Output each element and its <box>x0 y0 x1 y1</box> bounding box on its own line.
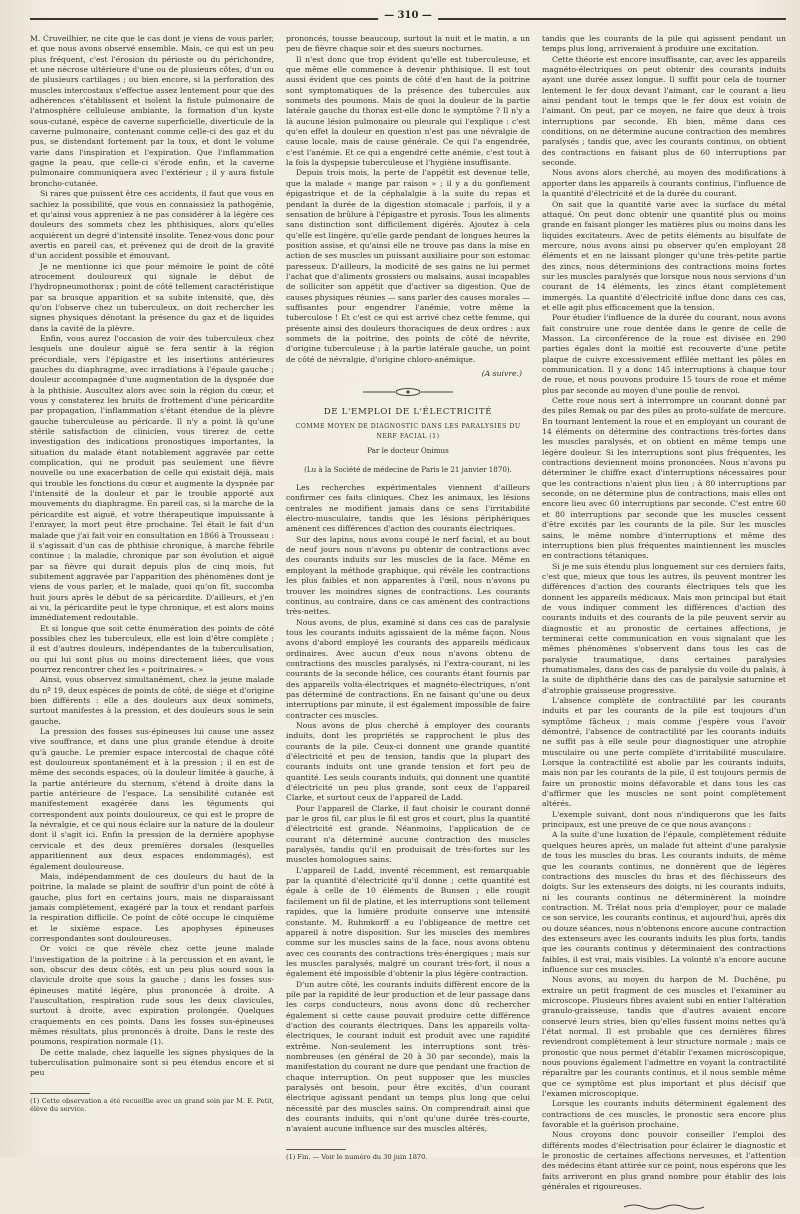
article-author: Par le docteur Onimus <box>367 446 449 456</box>
paragraph: Cette théorie est encore insuffisante, car, avec les appareils magnéto-électriques on peut obtenir des courants induits ayant une durée assez longue. Il suffit pour cela de tourner lentement le fer doux devant l'aimant, car le courant a lieu ainsi pendant tout le temps que le fer doux est voisin de l'aimant. On peut, par ce moyen, ne faire que deux à trois interruptions par seconde. Eh bien, même dans ces conditions, on ne détermine aucune contraction des membres paralysés ; tandis que, avec les courants continus, on obtient des contractions en faisant plus de 60 interruptions par seconde. <box>542 54 786 168</box>
paragraph: Mais, indépendamment de ces douleurs du haut de la poitrine, la malade se plaint de souffrir d'un point de côté à gauche, plus fort en certains jours, mais ne disparaissant jamais complètement, exagéré par la toux et rendant parfois la respiration difficile. Ce point de côté occupe le cinquième et le sixième espace. Les apophyses épineuses correspondantes sont douloureuses. <box>30 871 274 943</box>
header-rule <box>30 10 786 34</box>
paragraph: prononcés, tousse beaucoup, surtout la nuit et le matin, a un peu de fièvre chaque soir et des sueurs nocturnes. <box>286 34 530 54</box>
paragraph: Pour l'appareil de Clarke, il faut choisir le courant donné par le gros fil, car plus le fil est gros et court, plus la quantité d'électricité est grande. Néanmoins, l'application de ce courant n'a déterminé aucune contraction des muscles paralysés, tandis qu'il en produisait de très-fortes sur les muscles homologues sains. <box>286 803 530 865</box>
footnote-rule <box>30 1093 90 1094</box>
paragraph: Sur des lapins, nous avons coupé le nerf facial, et au bout de neuf jours nous n'avons pu obtenir de contractions avec des courants induits sur les muscles de la face. Même en employant la méthode graphique, qui révèle les contractions les plus faibles et non apparentes à l'œil, nous n'avons pu trouver les moindres signes de contractions. Les courants continus, au contraire, dans ce cas amènent des contractions très-nettes. <box>286 534 530 617</box>
column-middle <box>286 34 530 1161</box>
article-subtitle: COMME MOYEN DE DIAGNOSTIC DANS LES PARALYSIES DU NERF FACIAL (1) <box>295 422 521 441</box>
footnote-rule <box>286 1149 346 1150</box>
paragraph: L'absence complète de contractilité par les courants induits et par les courants de la pile est toujours d'un symptôme fâcheux ; mais comme j'espère vous l'avoir démontré, l'absence de contractilité par les courants induits ne suffit pas à elle seule pour diagnostiquer une atrophie musculaire ou une perte complète d'irritabilité musculaire. Lorsque la contractilité est abolie par les courants induits, mais non par les courants de la pile, il est toujours permis de faire un pronostic moins défavorable et dans tous les cas d'affirmer que les muscles ne sont point complètement altérés. <box>542 696 786 809</box>
paragraph: La pression des fosses sus-épineuses lui cause une assez vive souffrance, et dans une plus grande étendue à droite qu'à gauche. Le premier espace intercostal de chaque côté est douloureux spontanément et à la pression ; il en est de même des seconds espaces, où la douleur limitée à gauche, à la partie antérieure du sternum, s'étend à droite dans la partie antérieure de l'espace. La sensibilité cutanée est manifestement exagérée dans les téguments qui correspondent aux points douloureux, ce qui est le propre de la névralgie, et ce qui nous éclaire sur la nature de la douleur dont il s'agit ici. Enfin la pression de la dernière apophyse cervicale et des deux premières dorsales (lesquelles apparitiennent aux deux espaces endommagés), est également douloureuse. <box>30 727 274 871</box>
paragraph: On sait que la quantité varie avec la surface du métal attaqué. On peut donc obtenir une quantité plus ou moins grande en faisant plonger les matières plus ou moins dans les liquides excitateurs. Avec de petits éléments au bisulfate de mercure, nous avons ainsi pu observer qu'en employant 28 éléments et en ne laissant plonger qu'une très-petite partie des zincs, nous déterminions des contractions moins fortes sur les muscles paralysés que lorsque nous nous servions d'un courant de 14 éléments, les zincs étant complètement immergés. La quantité d'électricité influe donc dans ces cas, et elle agit plus efficacement que la tension. <box>542 199 786 312</box>
footnote-middle: (1) Fin. — Voir le numéro du 30 juin 1870. <box>286 1152 428 1161</box>
paragraph: Pour étudier l'influence de la durée du courant, nous avons fait construire une roue dentée dans le genre de celle de Masson. La circonférence de la roue est divisée en 290 parties égales dont la moitié est recouverte d'une petite plaque de cuivre excessivement effilée mettant les pôles en communication. Il y a donc 145 interruptions à chaque tour de roue, et nous pouvons produire 15 tours de roue et même plus par seconde au moyen d'une poulie de renvoi. <box>542 313 786 395</box>
end-ornament <box>542 1203 786 1211</box>
three-columns <box>30 34 787 1192</box>
paragraph: Lorsque les courants induits déterminent également des contractions de ces muscles, le pronostic sera encore plus favorable et la guérison prochaine. <box>542 1099 786 1130</box>
paragraph: Si je me suis étendu plus longuement sur ces derniers faits, c'est que, mieux que tous les autres, ils peuvent montrer les différences d'action des courants électriques tels que les donnent les appareils médicaux. Mais mon principal but était de vous indiquer comment les différences d'action des courants induits et des courants de la pile peuvent servir au diagnostic et au pronostic de certaines affections, je terminerai cette communication en vous signalant que les mêmes phénomènes s'observent dans tous les cas de paralysie traumatique, dans certaines paralysies rhumatismales, dans des cas de paralysie du voile du palais, à la suite de diphthérie dans des cas de paralysie saturnine et d'atrophie graisseuse progressive. <box>542 561 786 695</box>
paragraph: Enfin, vous aurez l'occasion de voir des tuberculeux chez lesquels une douleur aiguë se fera sentir à la région précordiale, vers l'épigastre et les insertions antérieures gauches du diaphragme, avec irradiations à l'épaule gauche ; douleur accompagnée d'une augmentation de la dyspnée due à la phthisie. Auscultez alors avec soin la région du cœur, et vous y constaterez les bruits de frottement d'une péricardite par propagation, l'inflammation s'étant étendue de la plèvre gauche tuberculeuse au péricarde. Il n'y a point là qu'une stérile satisfaction de clinicien, vous tirerez de cette investigation des indications pronostiques importantes, la situation du malade étant notablement aggravée par cette complication, qui ne produit pas seulement une fièvre nouvelle ou une exacerbation de celle qui existait déjà, mais qui trouble les fonctions du cœur et augmente la dyspnée par l'intensité de la douleur et par le trouble apporté aux mouvements du diaphragme. En pareil cas, si la marche de la péricardite est aiguë, et votre thérapeutique impuissante à l'enrayer, la mort peut être prochaine. Tel était le fait d'un malade que j'ai fait voir en consultation en 1866 à Trousseau : il s'agissait d'un cas de phthisie chronique, à marche fébrile continue ; la maladie, chronique par son évolution et aiguë par sa fièvre qui durait depuis plus de cinq mois, fut subitement aggravée par l'apparition des phénomènes dont je viens de vous parler, et le malade, quoi qu'on fît, succomba huit jours après le début de sa péricardite. D'ailleurs, et j'en ai vu, la péricardite peut le type chronique, et est alors moins immédiatement redoutable. <box>30 333 274 623</box>
paragraph: Nous avons, au moyen du harpon de M. Duchêne, pu extraire un petit fragment de ces muscles et l'examiner au microscope. Plusieurs fibres avaient subi en entier l'altération granulo-graisseuse, tandis que d'autres avaient encore conservé leurs stries, bien qu'elles fussent moins nettes qu'à l'état normal. Il est probable que ces dernières fibres reviendront complètement à leur structure normale ; mais ce pronostic que nous permet d'établir l'examen microscopique, nous pouvions également l'admettre en voyant la contractilité réparaître par les courants continus, et il nous semble même que ce symptôme est plus important et plus décisif que l'examen microscopique. <box>542 975 786 1099</box>
paragraph: Il n'est donc que trop évident qu'elle est tuberculeuse, et que même elle commence à devenir phthisique. Il est tout aussi évident que ces points de côté d'en haut de la poitrine sont symptomatiques de la présence des tubercules aux sommets des poumons. Mais de quoi la douleur de la partie latérale gauche du thorax est-elle donc le symptôme ? Il n'y a là aucune lésion pulmonaire ou pleurale qui l'explique : c'est qu'en effet la douleur en question n'est pas une névralgie de cause locale, mais de cause générale. Ce qui l'a engendrée, c'est l'anémie. Et ce qui a engendré cette anémie, c'est tout à la fois la dyspepsie tuberculeuse et l'hygiène insuffisante. <box>286 54 530 168</box>
paragraph: Je ne mentionne ici que pour mémoire le point de côté atrocement douloureux qui signale le début de l'hydropneumothorax ; point de côté tellement caractéristique par sa brusque apparition et sa subite intensité, que, dès qu'on l'observe chez un tuberculeux, on doit rechercher les signes physiques dénotant la présence du gaz et de liquides dans la cavité de la plèvre. <box>30 261 274 333</box>
paragraph: Nous avons, de plus, examiné si dans ces cas de paralysie tous les courants induits agissaient de la même façon. Nous avons d'abord employé les courants des appareils médicaux ordinaires. Avec aucun d'eux nous n'avons obtenu de contractions des muscles paralysés, ni l'extra-courant, ni les courants de la seconde hélice, ces courants étant fournis par des appareils volta-électriques et magnéto-électriques, n'ont pas déterminé de contractions. En ne faisant qu'une ou deux interruptions par minute, il est également impossible de faire contracter ces muscles. <box>286 617 530 720</box>
ornament-divider <box>286 387 530 397</box>
paragraph: A la suite d'une luxation de l'épaule, complètement réduite quelques heures après, un malade fut atteint d'une paralysie de tous les muscles du bras. Les courants induits, de même que les courants continus, ne donnèrent que de légères contractions des muscles du bras et des fléchisseurs des doigts. Sur les extenseurs des doigts, ni les courants induits, ni les courants continus ne déterminèrent la moindre contraction. M. Trélat nous pria d'employer, pour ce malade ce son service, les courants continus, et aujourd'hui, après dix ou douze séances, nous n'obtenons encore aucune contraction des extenseurs avec les courants induits les plus forts, tandis que les courants continus y déterminaient des contractions faibles, il est vrai, mais visibles. La volonté n'a encore aucune influence sur ces muscles. <box>542 830 786 974</box>
paragraph: Or voici ce que révèle chez cette jeune malade l'investigation de la poitrine : à la percussion et en avant, le son, obscur des deux côtés, est un peu plus sourd sous la clavicule droite que sous la gauche ; dans les fosses sus-épineuses matité légère, plus prononcée à droite. A l'auscultation, respiration rude sous les deux clavicules, surtout à droite, avec expiration prolongée. Quelques craquements en ces points. Dans les fosses sus-épineuses mêmes résultats, plus prononcés à droite. Dans le reste des poumons, respiration normale (1). <box>30 944 274 1047</box>
paragraph: D'un autre côté, les courants induits diffèrent encore de la pile par la rapidité de leur production et de leur passage dans les corps conducteurs, nous avons donc dû rechercher également si cette cause pouvait produire cette différence d'action des courants électriques. Dans les appareils volta-électriques, le courant induit est produit avec une rapidité extrême. Non-seulement les interruptions sont très-nombreuses (en général de 20 à 30 par seconde), mais la manifestation du courant ne dure que pendant une fraction de chaque interruption. On peut supposer que les muscles paralysés ont besoin, pour être excités, d'un courant électrique agissant pendant un temps plus long que celui nécessité par des muscles sains. On comprendrait ainsi que des courants induits, qui n'ont qu'une durée très-courte, n'avaient aucune influence sur des muscles altérés, <box>286 979 530 1134</box>
paragraph: Nous avons alors cherché, au moyen des modifications à apporter dans les appareils à courants continus, l'influence de la quantité d'électricité et de la durée du courant. <box>542 168 786 199</box>
paragraph: Et si longue que soit cette énumération des points de côté possibles chez les tuberculeux, elle est loin d'être complète ; il est d'autres douleurs, indépendantes de la tuberculisation, ou qui lui sont plus ou moins directement liées, que vous pourrez rencontrer chez les « poitrinaires. » <box>30 623 274 674</box>
footnote-left: (1) Cette observation a été recueillie avec un grand soin par M. E. Petit, élève du service. <box>30 1096 274 1114</box>
paragraph: Cette roue nous sert à interrompre un courant donné par des piles Remak ou par des piles au proto-sulfate de mercure. En tournant lentement la roue et en employant un courant de 14 éléments on détermine des contractions très-fortes dans les muscles paralysés, et on obtient en même temps une légère douleur. Si les interruptions sont plus fréquentes, les contractions deviennent moins prononcées. Nous n'avons pu déterminer le chiffre exact d'interruptions nécessaires pour que les contractions n'aient plus lieu ; à 80 interruptions par seconde, on ne détermine plus de contractions, mais elles ont encore lieu avec 60 interruptions par seconde. C'est entre 60 et 80 interruptions par seconde que les muscles cessent d'être excités par les courants de la pile. Sur les muscles sains, le même nombre d'interruptions et même des interruptions bien plus fréquentes maintiennent les muscles en contractions tétaniques. <box>542 396 786 561</box>
article-society-note: (Lu à la Société de médecine de Paris le 21 janvier 1870). <box>304 464 512 474</box>
paragraph: Les recherches expérimentales viennent d'ailleurs confirmer ces faits cliniques. Chez les animaux, les lésions centrales ne modifient jamais dans ce sens l'irritabilité électro-musculaire, tandis que les lésions périphériques amènent ces différences d'action des courants électriques. <box>286 483 530 534</box>
paragraph: M. Cruveilhier, ne cite que le cas dont je viens de vous parler, et que nous avons observé ensemble. Mais, ce qui est un peu plus fréquent, c'est l'érosion du périoste ou du périchondre, et une nécrose ultérieure d'une ou de plusieurs côtes, d'un ou de plusieurs cartilages ; ou bien encore, si la perforation des muscles intercostaux s'effectue assez lentement pour que des adhérences s'établissent et isolent la fistule pulmonaire de l'atmosphère celluleuse ambiante, la formation d'un kyste sous-cutané, espèce de caverne superficielle, diverticule de la caverne pulmonaire, contenant comme celle-ci des gaz et du pus, se distendant fortement par la toux, et dont le volume varie dans l'inspiration et l'expiration. Que l'inflammation gagne la peau, que celle-ci s'érode enfin, et la caverne pulmonaire communiquera avec l'extérieur ; il y aura fistule broncho-cutanée. <box>30 34 274 188</box>
paragraph: De cette malade, chez laquelle les signes physiques de la tuberculisation pulmonaire sont si peu étendus encore et si peu <box>30 1047 274 1078</box>
paragraph: tandis que les courants de la pile qui agissent pendant un temps plus long, arriveraient à produire une excitation. <box>542 34 786 54</box>
column-left <box>30 34 274 1144</box>
paragraph: Nous croyons donc pouvoir conseiller l'emploi des différents modes d'électrisation pour éclairer le diagnostic et le pronostic de certaines affections nerveuses, et l'attention des médecins étant attirée sur ce point, nous espérons que les faits arriveront en plus grand nombre pour établir des lois générales et rigoureuses. <box>542 1130 787 1192</box>
article-title: DE L'EMPLOI DE L'ÉLECTRICITÉ <box>323 407 493 418</box>
column-right <box>542 34 787 1192</box>
paragraph: L'appareil de Ladd, inventé récemment, est remarquable par la quantité d'électricité qu'il donne ; cette quantité est égale à celle de 10 éléments de Bunsen ; elle rougit facilement un fil de platine, et les interruptions sont tellement rapides, que la lumière produite conserve une intensité constante. M. Ruhmkorff a eu l'obligeance de mettre cet appareil à notre disposition. Sur les muscles des membres comme sur les muscles sains de la face, nous avons obtenu avec ces courants des contractions très-énergiques ; mais sur les muscles paralysés, malgré un courant très-fort, il nous a également été impossible d'obtenir la plus légère contraction. <box>286 865 530 979</box>
paragraph: Nous avons de plus cherché à employer des courants induits, dont les propriétés se rapprochent le plus des courants de la pile. Ceux-ci donnent une grande quantité d'électricité et peu de tension, tandis que la plupart des courants induits ont une grande tension et fort peu de quantité. Les seuls courants induits, qui donnent une quantité d'électricité un peu plus grande, sont ceux de l'appareil Clarke, et surtout ceux de l'appareil de Ladd. <box>286 720 530 803</box>
continuation-note: (A suivre.) <box>481 369 522 378</box>
paragraph: Depuis trois mois, la perte de l'appétit est devenue telle, que la malade « mange par raison » ; il y a du gonflement épigastrique et de la céphalalgie à la suite du repas et pendant la durée de la digestion stomacale ; parfois, il y a sensation de brûlure à l'épigastre et pyrosis. Tous les aliments sans distinction sont difficilement digérés. Ajoutez à cela qu'elle est lingère, qu'elle garde pendant de longues heures la position assise, et qu'ainsi elle ne trouve pas dans la mise en action de ses muscles un puissant auxiliaire pour son estomac paresseux. D'ailleurs, la modicité de ses gains ne lui permet l'achat que d'aliments grossiers ou malsains, aussi incapables de solliciter son appétit que d'activer sa digestion. Que de causes physiques réunies — sans parler des causes morales — suffisantes pour engendrer l'anémie, votre même la tuberculose ! Et c'est ce qui est arrivé chez cette femme, qui présente ainsi des douleurs thoraciques de deux ordres : aux sommets de la poitrine, des points de côté de névrite, d'origine tuberculeuse ; à la partie latérale gauche, un point de côté de névralgie, d'origine chloro-anémique. <box>286 168 530 364</box>
paragraph: Si rares que puissent être ces accidents, il faut que vous en sachiez la possibilité, que vous en connaissiez la pathogénie, et qu'ainsi vous appreniez à ne pas considérer à la légère ces douleurs des sommets chez les phthisiques, alors qu'elles acquièrent un degré d'intensité insolite. Tenez-vous donc pour avertis en pareil cas, et prévenez qui de droit de la gravité d'un accident possible et émouvant. <box>30 189 274 261</box>
page-number: — 310 — <box>378 10 438 21</box>
paragraph: Ainsi, vous observez simultanément, chez la jeune malade du nº 19, deux espèces de points de côté, de siége et d'origine bien différents : elle a des douleurs aux deux sommets, surtout manifestes à la pression, et des douleurs sous le sein gauche. <box>30 675 274 726</box>
paragraph: L'exemple suivant, dont nous n'indiquerons que les faits principaux, est une preuve de ce que nous avançons : <box>542 809 786 830</box>
